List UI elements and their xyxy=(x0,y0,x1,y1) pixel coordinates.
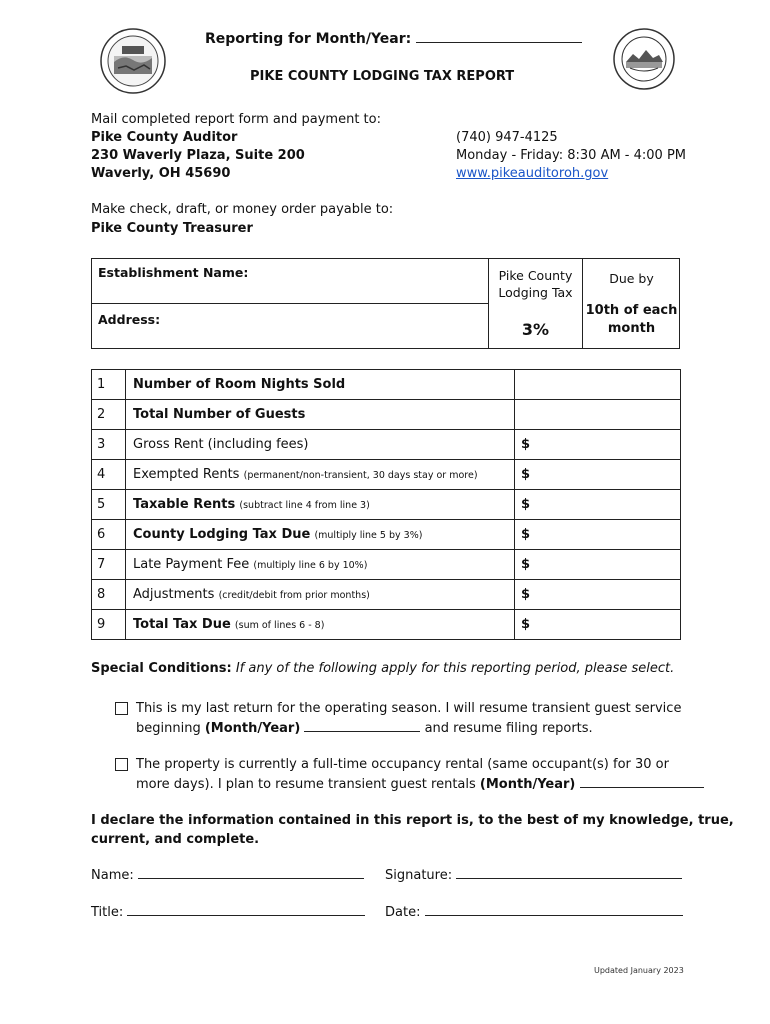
table-row xyxy=(92,610,681,640)
last-return-line2a: beginning xyxy=(136,721,201,736)
occupancy-line2a: more days). I plan to resume transient guest rentals xyxy=(136,777,476,792)
reporting-period-field[interactable] xyxy=(416,29,582,43)
line-label: Gross Rent (including fees) xyxy=(133,437,309,452)
line-number: 8 xyxy=(92,580,126,610)
line-number: 2 xyxy=(92,400,126,430)
line-description xyxy=(126,520,515,550)
table-row xyxy=(92,550,681,580)
line-description xyxy=(126,490,515,520)
reporting-period-label: Reporting for Month/Year: xyxy=(205,29,582,47)
line-description xyxy=(126,430,515,460)
last-return-text xyxy=(136,700,681,738)
line-label: Adjustments xyxy=(133,587,215,602)
resume-month-field[interactable] xyxy=(304,718,420,732)
line-amount-field[interactable]: $ xyxy=(515,430,681,460)
line-amount-field[interactable] xyxy=(515,370,681,400)
line-number: 6 xyxy=(92,520,126,550)
date-label: Date: xyxy=(385,905,421,920)
signature-label: Signature: xyxy=(385,868,453,883)
signature-field[interactable] xyxy=(456,865,682,879)
mail-intro: Mail completed report form and payment to: xyxy=(91,112,381,127)
line-amount-field[interactable]: $ xyxy=(515,610,681,640)
line-note: (multiply line 6 by 10%) xyxy=(253,560,368,571)
updated-note: Updated January 2023 xyxy=(594,966,684,975)
title-field[interactable] xyxy=(127,902,365,916)
table-row xyxy=(92,370,681,400)
phone-number: (740) 947-4125 xyxy=(456,130,558,145)
line-amount-field[interactable]: $ xyxy=(515,520,681,550)
line-number: 5 xyxy=(92,490,126,520)
due-line2: month xyxy=(607,321,656,336)
line-amount-field[interactable] xyxy=(515,400,681,430)
date-row xyxy=(385,902,683,920)
last-return-line1: This is my last return for the operating season. I will resume transient guest service xyxy=(136,701,682,716)
line-number: 1 xyxy=(92,370,126,400)
payable-intro: Make check, draft, or money order payable to: xyxy=(91,202,394,217)
occupancy-line1: The property is currently a full-time occupancy rental (same occupant(s) for 30 or xyxy=(136,757,669,772)
name-label: Name: xyxy=(91,868,134,883)
line-number: 3 xyxy=(92,430,126,460)
website-link[interactable]: www.pikeauditoroh.gov xyxy=(456,166,609,181)
table-row xyxy=(92,430,681,460)
establishment-box xyxy=(91,258,680,349)
table-row xyxy=(92,460,681,490)
line-amount-field[interactable]: $ xyxy=(515,580,681,610)
special-conditions-label: Special Conditions: xyxy=(91,661,232,676)
line-number: 4 xyxy=(92,460,126,490)
line-label: County Lodging Tax Due xyxy=(133,527,311,542)
table-row xyxy=(92,490,681,520)
line-description xyxy=(126,400,515,430)
last-return-checkbox[interactable] xyxy=(115,702,128,715)
full-time-occupancy-checkbox[interactable] xyxy=(115,758,128,771)
table-row xyxy=(92,520,681,550)
table-row xyxy=(92,580,681,610)
page-title: PIKE COUNTY LODGING TAX REPORT xyxy=(250,69,515,84)
special-conditions xyxy=(91,661,674,676)
date-field[interactable] xyxy=(425,902,683,916)
title-row xyxy=(91,902,365,920)
line-label: Exempted Rents xyxy=(133,467,240,482)
line-amount-field[interactable]: $ xyxy=(515,550,681,580)
office-hours: Monday - Friday: 8:30 AM - 4:00 PM xyxy=(456,148,687,163)
line-note: (permanent/non-transient, 30 days stay or more) xyxy=(243,470,478,481)
mail-city: Waverly, OH 45690 xyxy=(91,166,231,181)
table-row xyxy=(92,400,681,430)
line-number: 9 xyxy=(92,610,126,640)
address-field[interactable] xyxy=(92,304,488,349)
line-description xyxy=(126,580,515,610)
tax-lines-table xyxy=(91,369,681,640)
declaration-line1: I declare the information contained in this report is, to the best of my knowledge, true, xyxy=(91,813,734,828)
due-label: Due by xyxy=(609,271,654,286)
line-label: Total Tax Due xyxy=(133,617,231,632)
tax-label-line1: Pike County xyxy=(498,268,573,283)
special-conditions-instruction: If any of the following apply for this reporting period, please select. xyxy=(235,661,675,676)
title-label: Title: xyxy=(91,905,124,920)
address-label: Address: xyxy=(98,312,161,327)
line-note: (credit/debit from prior months) xyxy=(218,590,370,601)
due-line1: 10th of each xyxy=(585,303,678,318)
tax-label-line2: Lodging Tax xyxy=(498,285,573,300)
declaration-line2: current, and complete. xyxy=(91,832,260,847)
name-row xyxy=(91,865,364,883)
signature-row xyxy=(385,865,682,883)
tax-label xyxy=(489,267,582,301)
mail-recipient: Pike County Auditor xyxy=(91,130,238,145)
auditor-seal-right xyxy=(613,28,675,90)
occupancy-monthyear: (Month/Year) xyxy=(479,777,576,792)
line-number: 7 xyxy=(92,550,126,580)
line-label: Number of Room Nights Sold xyxy=(133,377,346,392)
line-amount-field[interactable]: $ xyxy=(515,490,681,520)
line-description xyxy=(126,460,515,490)
line-description xyxy=(126,610,515,640)
last-return-line2c: and resume filing reports. xyxy=(424,721,593,736)
mail-street: 230 Waverly Plaza, Suite 200 xyxy=(91,148,305,163)
line-description xyxy=(126,370,515,400)
line-label: Taxable Rents xyxy=(133,497,236,512)
declaration xyxy=(91,811,734,849)
due-date xyxy=(583,302,680,338)
line-description xyxy=(126,550,515,580)
pike-county-seal-left xyxy=(100,28,166,94)
name-field[interactable] xyxy=(138,865,364,879)
line-note: (sum of lines 6 - 8) xyxy=(234,620,325,631)
line-note: (multiply line 5 by 3%) xyxy=(314,530,423,541)
line-amount-field[interactable]: $ xyxy=(515,460,681,490)
establishment-name-label: Establishment Name: xyxy=(98,265,249,280)
last-return-monthyear: (Month/Year) xyxy=(204,721,301,736)
line-label: Total Number of Guests xyxy=(133,407,306,422)
resume-transient-field[interactable] xyxy=(580,774,704,788)
payable-name: Pike County Treasurer xyxy=(91,221,253,236)
tax-rate: 3% xyxy=(521,320,550,339)
line-note: (subtract line 4 from line 3) xyxy=(239,500,370,511)
line-label: Late Payment Fee xyxy=(133,557,250,572)
establishment-name-field[interactable] xyxy=(92,259,488,303)
full-time-occupancy-text xyxy=(136,756,704,794)
